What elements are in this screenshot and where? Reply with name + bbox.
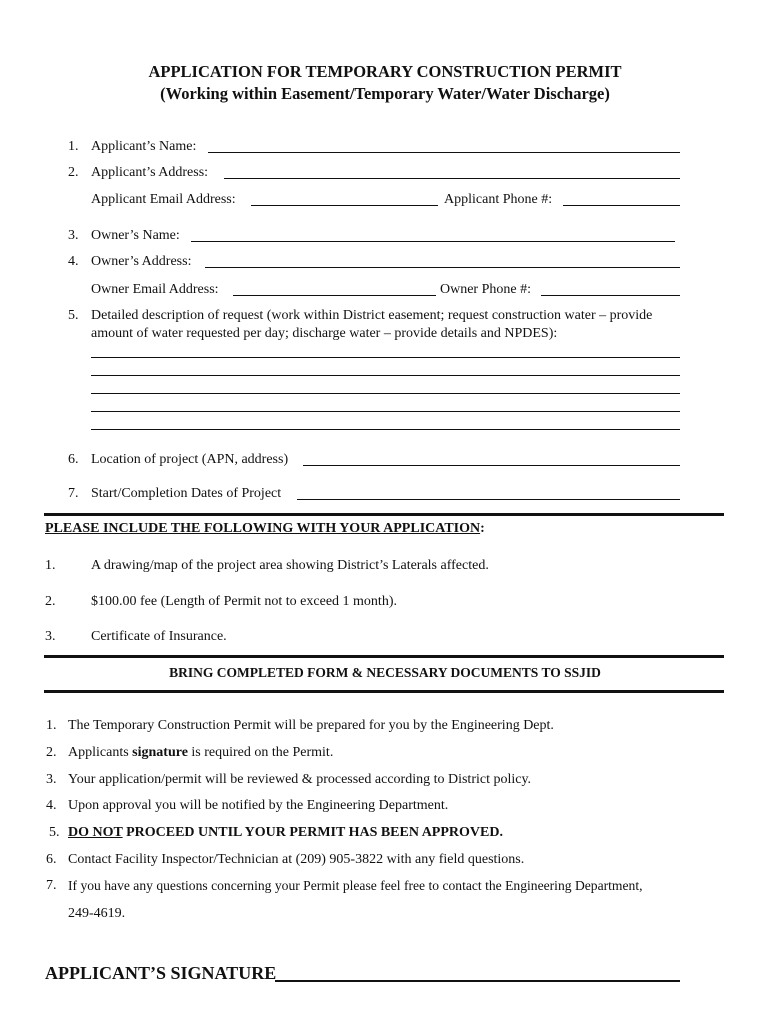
applicant-name-label: Applicant’s Name: <box>91 139 197 154</box>
signature-field[interactable] <box>275 980 680 982</box>
project-dates-field[interactable] <box>297 499 680 500</box>
note-4-number: 4. <box>46 798 57 813</box>
description-line-3[interactable] <box>91 393 680 394</box>
include-item-3-number: 3. <box>45 629 56 644</box>
include-item-1-number: 1. <box>45 558 56 573</box>
description-line-2[interactable] <box>91 375 680 376</box>
owner-email-field[interactable] <box>233 295 436 296</box>
description-line-1[interactable] <box>91 357 680 358</box>
include-item-3-text: Certificate of Insurance. <box>91 629 227 644</box>
bring-heading: BRING COMPLETED FORM & NECESSARY DOCUMENTS TO SSJID <box>169 665 601 680</box>
project-dates-label: Start/Completion Dates of Project <box>91 486 282 501</box>
applicant-address-label: Applicant’s Address: <box>91 165 209 180</box>
field-1-number: 1. <box>68 139 79 154</box>
applicant-email-label: Applicant Email Address: <box>91 192 236 207</box>
owner-name-label: Owner’s Name: <box>91 228 180 243</box>
note-2-signature-word: signature <box>132 745 188 760</box>
note-5-rest: PROCEED UNTIL YOUR PERMIT HAS BEEN APPROVED. <box>122 825 503 840</box>
include-item-2-number: 2. <box>45 594 56 609</box>
note-2-pre: Applicants <box>68 745 133 760</box>
field-7-number: 7. <box>68 486 79 501</box>
owner-name-field[interactable] <box>191 241 675 242</box>
section-divider-1 <box>44 513 724 516</box>
note-7-number: 7. <box>46 878 57 893</box>
project-location-label: Location of project (APN, address) <box>91 452 289 467</box>
applicant-name-field[interactable] <box>208 152 680 153</box>
applicant-phone-label: Applicant Phone #: <box>444 192 553 207</box>
description-line-5[interactable] <box>91 429 680 430</box>
form-title: APPLICATION FOR TEMPORARY CONSTRUCTION PERMIT <box>148 62 622 81</box>
owner-address-field[interactable] <box>205 267 680 268</box>
signature-label: APPLICANT’S SIGNATURE <box>45 963 277 983</box>
description-label-line2: amount of water requested per day; discharge water – provide details and NPDES): <box>91 326 558 341</box>
field-4-number: 4. <box>68 254 79 269</box>
applicant-address-field[interactable] <box>224 178 680 179</box>
include-heading <box>45 520 485 538</box>
note-5-number: 5. <box>49 825 60 840</box>
note-1-text: The Temporary Construction Permit will be prepared for you by the Engineering Dept. <box>68 718 554 733</box>
note-7-text-line2: 249-4619. <box>68 906 126 921</box>
field-3-number: 3. <box>68 228 79 243</box>
owner-email-label: Owner Email Address: <box>91 282 219 297</box>
note-7-text-line1: If you have any questions concerning your Permit please feel free to contact the Engineering Department, <box>68 878 643 893</box>
note-5-text <box>68 824 503 842</box>
include-heading-text: PLEASE INCLUDE THE FOLLOWING WITH YOUR APPLICATION <box>45 521 481 536</box>
owner-phone-label: Owner Phone #: <box>440 282 531 297</box>
note-1-number: 1. <box>46 718 57 733</box>
section-divider-2 <box>44 655 724 658</box>
project-location-field[interactable] <box>303 465 680 466</box>
note-3-number: 3. <box>46 772 57 787</box>
applicant-email-field[interactable] <box>251 205 438 206</box>
form-subtitle: (Working within Easement/Temporary Water/Water Discharge) <box>160 84 610 103</box>
note-3-text: Your application/permit will be reviewed & processed according to District policy. <box>68 772 532 787</box>
note-5-do-not: DO NOT <box>68 825 123 840</box>
note-2-number: 2. <box>46 745 57 760</box>
description-label-line1: Detailed description of request (work within District easement; request construction water – provide <box>91 308 653 323</box>
note-2-post: is required on the Permit. <box>187 745 334 760</box>
note-6-number: 6. <box>46 852 57 867</box>
owner-phone-field[interactable] <box>541 295 680 296</box>
include-item-1-text: A drawing/map of the project area showing District’s Laterals affected. <box>91 558 489 573</box>
include-item-2-text: $100.00 fee (Length of Permit not to exceed 1 month). <box>91 594 397 609</box>
field-5-number: 5. <box>68 308 79 323</box>
note-6-text: Contact Facility Inspector/Technician at (209) 905-3822 with any field questions. <box>68 852 525 867</box>
section-divider-3 <box>44 690 724 693</box>
field-2-number: 2. <box>68 165 79 180</box>
note-2-text <box>68 744 333 762</box>
note-4-text: Upon approval you will be notified by the Engineering Department. <box>68 798 449 813</box>
description-line-4[interactable] <box>91 411 680 412</box>
owner-address-label: Owner’s Address: <box>91 254 192 269</box>
applicant-phone-field[interactable] <box>563 205 680 206</box>
field-6-number: 6. <box>68 452 79 467</box>
include-heading-colon: : <box>480 521 485 536</box>
